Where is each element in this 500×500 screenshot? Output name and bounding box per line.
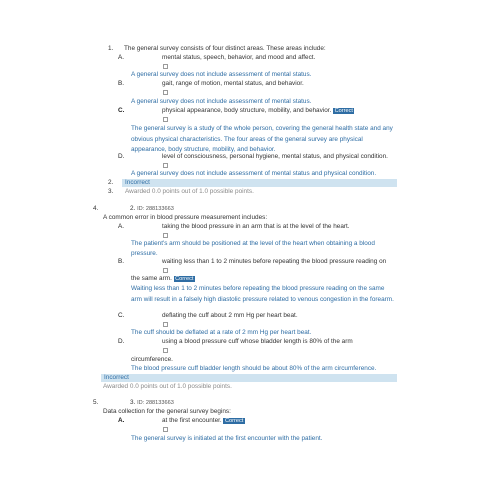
option-letter: A.	[118, 54, 125, 61]
result-label: Incorrect	[104, 374, 129, 381]
option-feedback: The general survey is initiated at the first encounter with the patient.	[131, 435, 323, 442]
question-id-text: ID: 288133663	[137, 206, 174, 212]
awarded-points: Awarded 0.0 points out of 1.0 possible points.	[125, 188, 254, 195]
option-text: waiting less than 1 to 2 minutes before repeating the blood pressure reading on	[162, 258, 387, 265]
correct-badge: Correct	[224, 418, 244, 424]
option-feedback: A general survey does not include assessment of mental status.	[131, 98, 312, 105]
item-number: 2.	[108, 179, 114, 186]
option-text: deflating the cuff about 2 mm Hg per heart beat.	[162, 312, 298, 319]
option-radio[interactable]	[163, 322, 168, 327]
option-radio[interactable]	[163, 233, 168, 238]
option-text-cont: the same arm.	[131, 275, 172, 282]
option-text-continued	[131, 275, 195, 282]
option-radio[interactable]	[163, 348, 168, 353]
option-feedback: A general survey does not include assessment of mental status.	[131, 71, 312, 78]
option-letter: C.	[118, 312, 125, 319]
option-feedback: Waiting less than 1 to 2 minutes before repeating the blood pressure reading on the same arm will result in a falsely high diastolic pressure related to venous congestion in the forearm.	[131, 285, 394, 303]
option-text: taking the blood pressure in an arm that is at the level of the heart.	[162, 223, 350, 230]
question-prompt: Data collection for the general survey begins:	[103, 408, 231, 415]
option-text-main: physical appearance, body structure, mobility, and behavior.	[162, 107, 332, 114]
correct-badge: Correct	[334, 108, 353, 114]
option-feedback: A general survey does not include assessment of mental status and physical condition.	[131, 170, 377, 177]
option-text-continued: circumference.	[131, 356, 173, 363]
option-text: mental status, speech, behavior, and mood and affect.	[162, 54, 316, 61]
option-feedback: The general survey is a study of the whole person, covering the general health state and any obvious physical characteristics. The four areas of the general survey are physical appearance, body structure, mobility, and behavior.	[131, 125, 393, 153]
option-text: level of consciousness, personal hygiene, mental status, and physical condition.	[162, 153, 388, 160]
option-letter: A.	[118, 417, 125, 424]
option-letter: A.	[118, 223, 125, 230]
option-radio[interactable]	[163, 268, 168, 273]
option-letter: D.	[118, 338, 125, 345]
option-text-main: at the first encounter.	[162, 417, 222, 424]
question-id-number: 2.	[130, 205, 136, 212]
option-radio[interactable]	[163, 163, 168, 168]
result-incorrect-bar	[122, 179, 397, 187]
option-radio[interactable]	[163, 64, 168, 69]
option-text: using a blood pressure cuff whose bladder length is 80% of the arm	[162, 338, 353, 345]
option-radio[interactable]	[163, 90, 168, 95]
question-id	[130, 399, 174, 406]
option-letter: B.	[118, 80, 125, 87]
option-feedback: The cuff should be deflated at a rate of 2 mm Hg per heart beat.	[131, 329, 312, 336]
result-label: Incorrect	[125, 179, 150, 186]
option-text	[162, 107, 354, 114]
item-number: 3.	[108, 188, 114, 195]
option-text: gait, range of motion, mental status, and behavior.	[162, 80, 304, 87]
option-feedback: The patient's arm should be positioned at the level of the heart when obtaining a blood pressure.	[131, 240, 375, 257]
question-number: 4.	[93, 205, 99, 212]
option-letter: B.	[118, 258, 125, 265]
question-id-text: ID: 288133663	[137, 400, 174, 406]
option-radio[interactable]	[163, 427, 168, 432]
question-prompt: A common error in blood pressure measurement includes:	[103, 214, 268, 221]
question-id	[130, 205, 174, 212]
awarded-points: Awarded 0.0 points out of 1.0 possible points.	[103, 383, 232, 390]
question-id-number: 3.	[130, 399, 136, 406]
option-letter: D.	[118, 153, 125, 160]
item-number: 1.	[108, 45, 114, 52]
question-number: 5.	[93, 399, 99, 406]
option-radio[interactable]	[163, 117, 168, 122]
option-feedback: The blood pressure cuff bladder length should be about 80% of the arm circumference.	[131, 365, 377, 372]
option-letter: C.	[118, 107, 125, 114]
correct-badge: Correct	[175, 276, 194, 282]
option-text	[162, 417, 245, 424]
question-prompt: The general survey consists of four distinct areas. These areas include:	[124, 45, 326, 52]
result-incorrect-bar	[101, 374, 397, 382]
